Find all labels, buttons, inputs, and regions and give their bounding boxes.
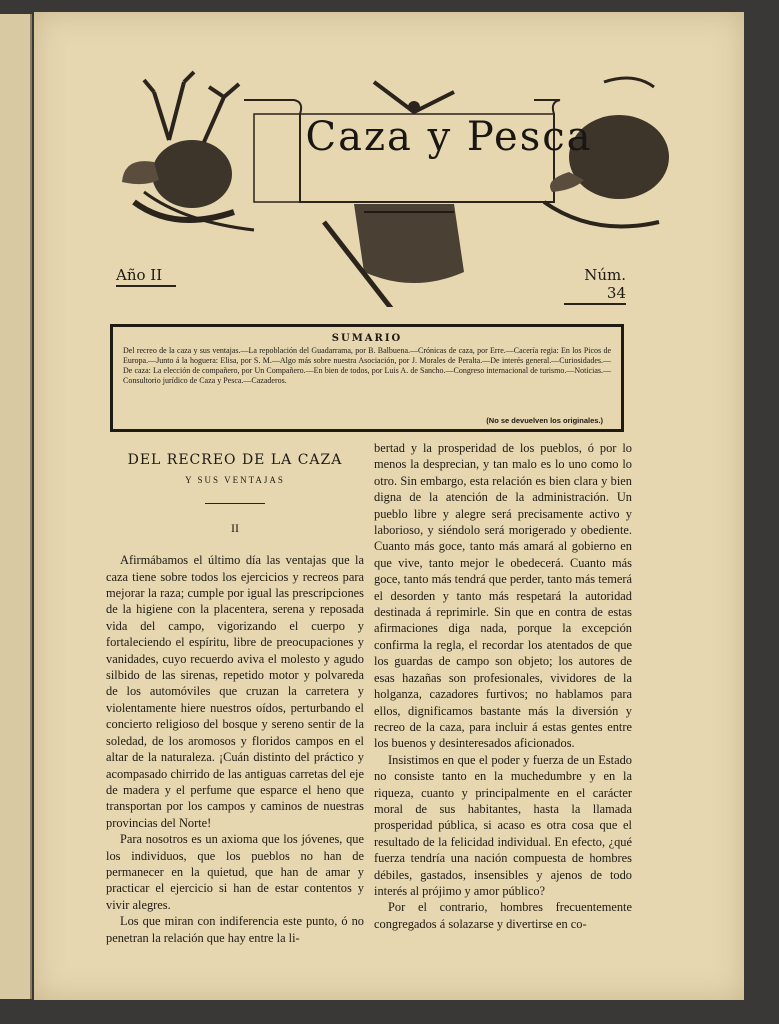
summary-heading: SUMARIO bbox=[331, 333, 403, 344]
article-subtitle: Y SUS VENTAJAS bbox=[185, 475, 285, 486]
summary-note: (No se devuelven los originales.) bbox=[486, 416, 603, 425]
adjacent-page-edge bbox=[0, 14, 32, 999]
summary-text: Del recreo de la caza y sus ventajas.—La repoblación del Guadarrama, por B. Balbuena.—Crónicas de caza, por Erre.—Cacería regia: En los Picos de Europa.—Junto á la hoguera: Elisa, por S. M.—Algo más sobre nuestra Asociación, por J. Morales de Peralta.—De interés general.—Curiosidades.—De caza: La elección de compañero, por Un Compañero.—En bien de todos, por Luis A. de Sancho.—Congreso internacional de turismo.—Noticias.—Consultorio jurídico de Caza y Pesca.—Cazaderos. bbox=[123, 346, 611, 385]
article-column-right bbox=[374, 440, 632, 932]
paragraph: Afirmábamos el último día las ventajas que la caza tiene sobre todos los ejercicios y recreos para mejorar la raza; cumple por igual las prescripciones de la higiene con la placentera, serena y reposada vida del campo, vigorizando el cuerpo y fortaleciendo el espíritu, libre de preocupaciones y vanidades, cuyo recuerdo aviva el molesto y agudo silbido de las sirenas, repetido motor y polvareda de los automóviles que cruzan la carretera y violentamente hiere nuestros oídos, perturbando el concierto religioso del bosque y sereno sentir de la soledad, de los aromosos y floridos campos en el altar de la naturaleza. ¡Cuán distinto del práctico y acompasado chirrido de las antiguas carretas del eje de madera y el perfume que esparce el heno que transportan por los campos y caminos de nuestras provincias del Norte! bbox=[106, 553, 364, 830]
paragraph: Insistimos en que el poder y fuerza de un Estado no consiste tanto en la muchedumbre y en la riqueza, cuanto y principalmente en el carácter moral de sus habitantes, hasta la llamada prosperidad pública, si acaso es otra cosa que el resultado de la felicidad individual. En efecto, ¿qué fuerza tendría una nación compuesta de hombres débiles, gastados, insensibles y ajenos de todo interés al prójimo y amor público? bbox=[374, 752, 632, 898]
paragraph: Los que miran con indiferencia este punto, ó no penetran la relación que hay entre la li- bbox=[106, 914, 364, 945]
paragraph: Para nosotros es un axioma que los jóvenes, que los individuos, que los pueblos no han de permanecer en la quietud, que han de amar y practicar el ejercicio si han de estar contentos y vivir alegres. bbox=[106, 832, 364, 912]
divider bbox=[205, 503, 265, 504]
magazine-page bbox=[34, 12, 744, 1000]
article-column-left bbox=[106, 440, 364, 946]
paragraph: Por el contrario, hombres frecuentemente congregados á solazarse y divertirse en co- bbox=[374, 900, 632, 931]
summary-box bbox=[110, 324, 624, 432]
section-number: II bbox=[231, 520, 239, 535]
year-label: Año II bbox=[116, 266, 176, 287]
masthead-title: Caza y Pesca bbox=[305, 114, 593, 160]
article-title: DEL RECREO DE LA CAZA bbox=[127, 452, 343, 468]
issue-number: Núm. 34 bbox=[564, 266, 626, 305]
paragraph: bertad y la prosperidad de los pueblos, ó por lo menos la desprecian, y tan malo es lo uno como lo otro. Sin embargo, esta relación es bien clara y bien digna de la atención de la administración. Un pueblo libre y alegre será precisamente activo y laborioso, y siéndolo será morigerado y obediente. Cuanto más goce, tanto más amará al gobierno en que vive, tanto mejor le obedecerá. Cuanto más goce, tanto más tendrá que perder, tanto más temerá el desorden y tanto más respetará la autoridad destinada á reprimirle. Sin que en contra de estas afirmaciones diga nada, porque la excepción confirma la regla, el recordar los atentados de que los guardas de campo son objeto; los autores de esas hazañas son profesionales, vividores de la holganza, cazadores furtivos; no hablamos para ellos, dignificamos bastante más la diversión y recreo de la caza, para incluir á estas gentes entre los buenos y desinteresados aficionados. bbox=[374, 441, 632, 751]
stag-head-icon bbox=[122, 72, 254, 230]
